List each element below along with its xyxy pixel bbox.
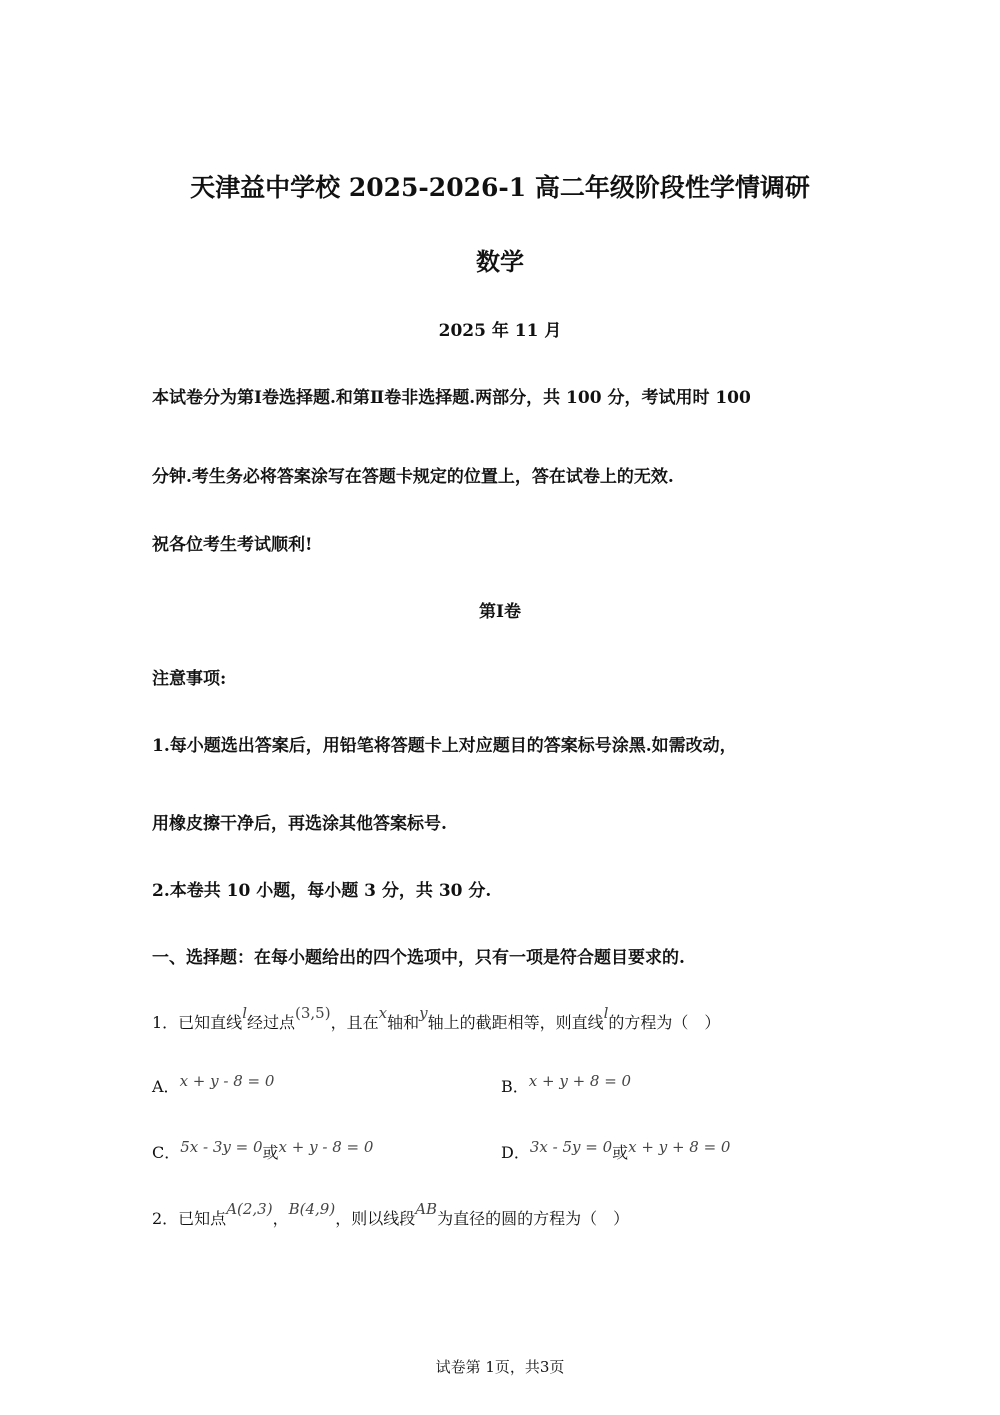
math-segment-ab: AB: [415, 1200, 438, 1218]
math-y: y: [419, 1004, 428, 1022]
math-point-b: B(4,9): [288, 1200, 336, 1218]
exam-title: 天津益中学校 2025-2026-1 高二年级阶段性学情调研: [190, 173, 810, 202]
question-2-text-4: 为直径的圆的方程为（ ）: [437, 1209, 630, 1228]
option-b[interactable]: [501, 1074, 631, 1097]
question-1-text-5: 轴上的截距相等，则直线: [427, 1013, 604, 1032]
math-point-a: A(2,3): [226, 1200, 273, 1218]
math-x: x: [378, 1004, 388, 1022]
option-c-label: C．: [152, 1143, 181, 1162]
section-heading: 第Ⅰ卷: [479, 602, 521, 622]
math-line-l: l: [242, 1004, 247, 1022]
intro-line-3: 祝各位考生考试顺利!: [152, 535, 313, 555]
notice-2: 2.本卷共 10 小题，每小题 3 分，共 30 分.: [152, 881, 492, 901]
question-1: [152, 1004, 721, 1033]
question-1-text-4: 轴和: [387, 1013, 420, 1032]
question-2-text-3: ，则以线段: [335, 1209, 416, 1228]
option-a[interactable]: [152, 1074, 274, 1097]
page-footer: 试卷第 1页，共3页: [435, 1358, 565, 1376]
question-2: [152, 1200, 630, 1229]
question-2-text-2: ，: [272, 1209, 289, 1228]
option-b-label: B．: [501, 1077, 529, 1096]
option-d-label: D．: [501, 1143, 530, 1162]
question-1-text-3: ，且在: [330, 1013, 379, 1032]
option-c[interactable]: [152, 1140, 373, 1163]
notice-1-line-1: 1.每小题选出答案后，用铅笔将答题卡上对应题目的答案标号涂黑.如需改动，: [152, 736, 737, 756]
subject-title: 数学: [476, 247, 524, 276]
math-line-l-2: l: [603, 1004, 609, 1022]
notice-1-line-2: 用橡皮擦干净后，再选涂其他答案标号.: [152, 814, 447, 834]
option-a-label: A．: [152, 1077, 180, 1096]
option-c-expr-1: 5x - 3y = 0: [180, 1138, 263, 1156]
option-d-expr-2: x + y + 8 = 0: [628, 1138, 731, 1156]
option-a-expr: x + y - 8 = 0: [179, 1072, 275, 1090]
question-1-text-2: 经过点: [247, 1013, 296, 1032]
option-d-or: 或: [612, 1143, 629, 1162]
option-b-expr: x + y + 8 = 0: [528, 1072, 632, 1090]
question-1-text-1: 1．已知直线: [152, 1013, 243, 1032]
option-d-expr-1: 3x - 5y = 0: [529, 1138, 613, 1156]
notice-title: 注意事项:: [152, 669, 227, 689]
question-1-text-6: 的方程为（ ）: [608, 1013, 721, 1032]
math-point: (3,5): [295, 1004, 331, 1022]
exam-date: 2025 年 11 月: [438, 321, 562, 341]
question-2-text-1: 2．已知点: [152, 1209, 227, 1228]
intro-line-1: 本试卷分为第Ⅰ卷选择题.和第Ⅱ卷非选择题.两部分，共 100 分，考试用时 100: [152, 388, 751, 408]
option-c-or: 或: [262, 1143, 279, 1162]
option-d[interactable]: [501, 1140, 730, 1163]
intro-line-2: 分钟.考生务必将答案涂写在答题卡规定的位置上，答在试卷上的无效.: [152, 467, 674, 487]
option-c-expr-2: x + y - 8 = 0: [278, 1138, 374, 1156]
part-title: 一、选择题：在每小题给出的四个选项中，只有一项是符合题目要求的.: [152, 948, 685, 968]
